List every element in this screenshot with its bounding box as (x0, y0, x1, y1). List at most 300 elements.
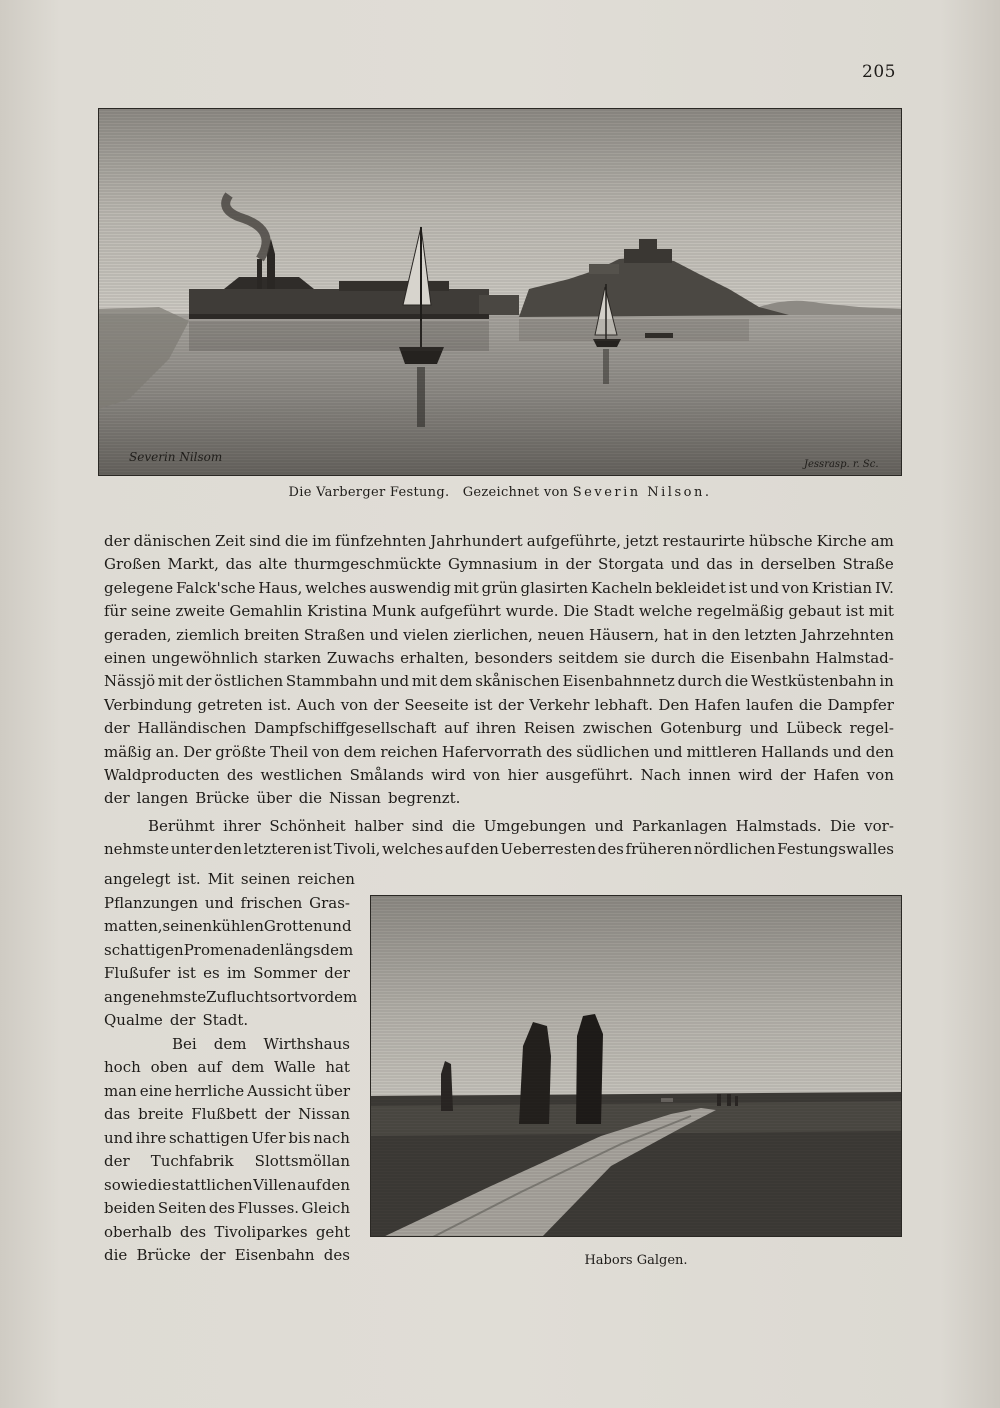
word: Gotenburg (660, 719, 742, 738)
word: fünfzehnten (335, 532, 427, 550)
word: besonders (474, 649, 553, 668)
word: Hafen (813, 766, 860, 785)
word: stattlichen (171, 1175, 253, 1194)
word: Gras- (309, 893, 350, 912)
word: Waldproducten (104, 766, 220, 785)
text-line (104, 577, 894, 600)
word: mäßig (104, 742, 152, 761)
word: Flußufer (104, 964, 171, 982)
word: Tivoliparkes (214, 1222, 308, 1241)
word: südlichen (576, 742, 650, 761)
varberg-fortress-engraving (98, 108, 902, 476)
word: erhalten, (400, 649, 469, 668)
word: Halländischen (137, 719, 247, 738)
word: breiten (244, 625, 300, 644)
word: alte (258, 555, 288, 574)
word: Pflanzungen (104, 893, 199, 912)
word: mit (868, 602, 894, 621)
caption-top (98, 485, 902, 500)
paragraph-2 (104, 815, 894, 862)
word: östlichen (214, 672, 284, 691)
word: und (322, 917, 352, 935)
text-line (104, 600, 894, 623)
gallows-stones-illustration (371, 896, 902, 1237)
caption-top-title: Die Varberger Festung. (288, 485, 450, 500)
word: von (473, 766, 501, 785)
text-line (104, 1127, 350, 1151)
narrow-column-text (104, 868, 358, 1268)
word: Bei (172, 1034, 197, 1053)
word: Gemahlin (229, 602, 303, 621)
word: Die (829, 817, 856, 835)
paragraph-1 (104, 530, 894, 811)
word: in (692, 625, 708, 644)
word: das (706, 555, 733, 574)
text-line (104, 1197, 350, 1221)
text-line (104, 1033, 350, 1057)
word: Auch (296, 695, 336, 714)
word: Tivoli, (333, 840, 381, 859)
text-line (104, 838, 894, 861)
word: der (498, 695, 524, 714)
fortress-illustration (99, 109, 902, 476)
word: und (204, 893, 234, 912)
word: zierlichen, (453, 625, 533, 644)
text-line (104, 815, 894, 838)
word: Villen (253, 1175, 297, 1194)
word: Nissan (329, 789, 381, 808)
word: nördlichen (693, 840, 776, 859)
word: Jahrzehnten (801, 625, 894, 644)
word: im (226, 964, 246, 982)
word: Westküstenbahn (750, 672, 877, 691)
word: dem (324, 987, 358, 1006)
text-line (104, 787, 894, 810)
word: wurde. (505, 602, 559, 621)
word: von (340, 695, 368, 714)
text-line (104, 530, 894, 553)
text-line (104, 1221, 350, 1245)
word: der (324, 964, 350, 982)
word: Den (658, 695, 689, 714)
word: regelmäßig (696, 602, 784, 621)
word: ihre (135, 1128, 167, 1147)
word: langen (136, 789, 189, 808)
word: thurmgeschmückte (293, 555, 442, 574)
word: hübsche (749, 532, 813, 550)
word: die (452, 817, 476, 835)
word: lebhaft. (594, 695, 654, 714)
word: den (711, 625, 741, 644)
word: Halmstad- (815, 649, 894, 668)
caption-bottom: Habors Galgen. (584, 1253, 688, 1268)
word: jetzt (625, 532, 659, 550)
word: mit (157, 672, 183, 691)
word: Großen (104, 555, 161, 574)
word: die (147, 1175, 172, 1194)
word: skånischen (475, 672, 560, 691)
word: Kristian (811, 578, 873, 597)
text-line (104, 1244, 350, 1268)
word: Kacheln (590, 578, 653, 597)
word: restaurirte (662, 532, 745, 550)
word: und (750, 578, 779, 597)
word: welches (305, 578, 367, 597)
word: seitdem (558, 649, 619, 668)
text-line (104, 670, 894, 693)
word: der (264, 1105, 291, 1123)
word: wird (738, 766, 773, 785)
word: größte (215, 742, 267, 761)
word: Häusern, (588, 625, 659, 644)
word: seinen (240, 870, 291, 888)
word: dem (343, 742, 377, 761)
word: breite (138, 1105, 184, 1123)
word: frischen (240, 893, 303, 912)
word: ungewöhnlich (151, 649, 259, 668)
text-line (104, 741, 894, 764)
word: Parkanlagen (632, 817, 728, 835)
word: auf (444, 840, 470, 859)
word: die (724, 672, 749, 691)
word: westlichen (260, 766, 343, 785)
word: ihrer (223, 817, 261, 835)
word: neuen (537, 625, 585, 644)
word: Dampfschiffgesellschaft (253, 719, 437, 738)
word: und (749, 719, 779, 738)
word: ist (845, 602, 865, 621)
word: Theil (270, 742, 309, 761)
word: Hallands (761, 742, 829, 761)
word: bis (288, 1128, 311, 1147)
word: den (470, 840, 499, 859)
engraver-signature-right: Jessrasp. r. Sc. (804, 459, 879, 470)
word: reichen (297, 870, 355, 888)
word: Schönheit (269, 817, 346, 835)
word: oben (150, 1058, 188, 1076)
word: auf (297, 1175, 322, 1194)
word: das (104, 1105, 131, 1123)
word: Gleich (301, 1199, 350, 1217)
text-line (104, 1009, 350, 1033)
word: und (104, 1128, 133, 1147)
word: schattigen (104, 940, 184, 959)
word: und (369, 625, 399, 644)
word: man (104, 1081, 137, 1100)
text-line (104, 1103, 350, 1127)
word: und (594, 817, 624, 835)
text-line (104, 868, 355, 892)
word: die (701, 649, 725, 668)
word: hat (663, 625, 689, 644)
word: der (104, 1152, 130, 1170)
word: in (739, 555, 754, 574)
word: dänischen (133, 532, 211, 550)
text-line (104, 962, 350, 986)
word: Storgata (597, 555, 664, 574)
word: auf (444, 719, 469, 738)
word: in (879, 672, 894, 691)
artist-signature-left: Severin Nilsom (129, 450, 223, 464)
word: Brücke (195, 789, 250, 808)
word: Eisenbahn (234, 1246, 315, 1264)
word: geraden, (104, 625, 172, 644)
word: durch (651, 649, 696, 668)
word: Zeit (214, 532, 246, 550)
word: über (256, 789, 292, 808)
text-line (104, 1056, 350, 1080)
word: Nässjö (104, 672, 156, 691)
word: dem (320, 940, 354, 959)
word: Qualme (104, 1011, 163, 1029)
text-line (104, 1150, 350, 1174)
word: der (199, 1246, 226, 1264)
word: des (323, 1246, 350, 1264)
word: die (104, 1246, 128, 1264)
text-line (104, 892, 350, 916)
word: nehmste (104, 840, 170, 859)
word: sie (624, 649, 646, 668)
word: den (213, 840, 242, 859)
text-line (104, 694, 894, 717)
word: bekleidet (655, 578, 726, 597)
word: Falck'sche (176, 578, 256, 597)
word: über (314, 1081, 350, 1100)
word: für (104, 602, 127, 621)
word: Seeseite (404, 695, 469, 714)
word: von (312, 742, 340, 761)
word: im (312, 532, 332, 550)
word: IV. (874, 578, 894, 597)
word: durch (677, 672, 723, 691)
word: Lübeck (786, 719, 842, 738)
word: des (226, 766, 254, 785)
word: Jahrhundert (430, 532, 523, 550)
word: gelegene (104, 578, 174, 597)
word: Zufluchtsort (206, 987, 300, 1006)
word: schattigen (168, 1128, 249, 1147)
word: Berühmt (148, 817, 215, 835)
word: innen (688, 766, 731, 785)
word: ist (474, 695, 493, 714)
word: der (185, 672, 212, 691)
word: Verbindung (104, 695, 193, 714)
word: Hafervorrath (441, 742, 542, 761)
word: Ueberresten (500, 840, 596, 859)
word: Mit (207, 870, 234, 888)
word: des (597, 840, 624, 859)
word: herrliche (174, 1081, 245, 1100)
word: derselben (760, 555, 836, 574)
habors-galgen-engraving (370, 895, 902, 1237)
word: den (865, 742, 894, 761)
text-line (104, 553, 894, 576)
word: der (565, 555, 592, 574)
word: ziemlich (176, 625, 240, 644)
word: mit (453, 578, 479, 597)
word: Munk (371, 602, 416, 621)
word: des (208, 1199, 235, 1217)
word: aufgeführt (420, 602, 501, 621)
word: und (832, 742, 862, 761)
word: Haus, (258, 578, 303, 597)
word: vor- (864, 817, 894, 835)
word: Dampfer (827, 695, 894, 714)
word: letzten (744, 625, 797, 644)
text-line (104, 624, 894, 647)
word: Markt, (167, 555, 219, 574)
word: ist (177, 964, 196, 982)
word: hoch (104, 1058, 141, 1076)
word: dem (231, 1058, 265, 1076)
word: zweite (175, 602, 225, 621)
text-line (104, 939, 354, 963)
word: ihren (475, 719, 517, 738)
word: Nach (640, 766, 681, 785)
word: grün (481, 578, 518, 597)
word: von (781, 578, 809, 597)
word: matten, (104, 917, 163, 935)
word: laufen (745, 695, 794, 714)
word: den (321, 1175, 350, 1194)
word: des (179, 1222, 207, 1241)
word: sowie (104, 1175, 148, 1194)
word: der (169, 1011, 196, 1029)
text-line (104, 1080, 350, 1104)
text-line (104, 647, 894, 670)
word: die (298, 789, 323, 808)
word: am (870, 532, 894, 550)
word: sind (249, 532, 281, 550)
word: Straßen (303, 625, 365, 644)
word: des (546, 742, 573, 761)
word: der (104, 719, 130, 738)
word: das (225, 555, 252, 574)
word: Promenaden (183, 940, 280, 959)
word: halber (354, 817, 404, 835)
text-line (104, 1174, 350, 1198)
word: Umgebungen (483, 817, 587, 835)
word: mit (411, 672, 437, 691)
text-line (104, 986, 358, 1010)
word: vor (299, 987, 325, 1006)
word: getreten (197, 695, 263, 714)
word: eine (139, 1081, 172, 1100)
word: Eisenbahn (730, 649, 810, 668)
word: starken (263, 649, 322, 668)
word: Eisenbahnnetz (562, 672, 675, 691)
word: gebaut (788, 602, 842, 621)
word: ist. (177, 870, 201, 888)
word: vielen (403, 625, 449, 644)
word: kühlen (212, 917, 264, 935)
word: Hafen (694, 695, 741, 714)
word: längs (279, 940, 321, 959)
word: mittleren (686, 742, 758, 761)
word: welches (382, 840, 444, 859)
word: ist (728, 578, 748, 597)
word: und (670, 555, 700, 574)
word: Slottsmöllan (254, 1152, 350, 1170)
text-line (104, 764, 894, 787)
text-line (104, 915, 350, 939)
word: der (373, 695, 399, 714)
word: Flußbett (191, 1105, 257, 1123)
word: einen (104, 649, 146, 668)
word: Flusses. (237, 1199, 300, 1217)
caption-top-artist: Severin Nilson. (572, 485, 712, 500)
word: Gymnasium (447, 555, 538, 574)
word: der (104, 532, 130, 550)
word: ist (313, 840, 333, 859)
word: geht (315, 1222, 350, 1241)
word: glasirten (520, 578, 589, 597)
word: Stammbahn (285, 672, 378, 691)
word: Ufer (251, 1128, 286, 1147)
word: Brücke (136, 1246, 191, 1264)
word: aufgeführte, (526, 532, 622, 550)
word: Der (183, 742, 212, 761)
word: angenehmste (104, 987, 207, 1006)
word: hier (507, 766, 539, 785)
word: Sommer (253, 964, 318, 982)
word: und (653, 742, 683, 761)
word: angelegt (104, 870, 171, 888)
word: Wirthshaus (263, 1034, 350, 1053)
word: die (284, 532, 309, 550)
word: Kristina (306, 602, 368, 621)
word: von (866, 766, 894, 785)
text-line (104, 717, 894, 740)
word: begrenzt. (387, 789, 461, 808)
word: ausgeführt. (545, 766, 634, 785)
word: Seiten (157, 1199, 207, 1217)
word: sind (411, 817, 444, 835)
word: seinen (162, 917, 213, 935)
word: die (798, 695, 823, 714)
word: wird (431, 766, 466, 785)
word: oberhalb (104, 1222, 172, 1241)
page-number: 205 (862, 62, 896, 82)
caption-top-drawn-by: Gezeichnet von (462, 485, 569, 500)
word: Festungswalles (777, 840, 894, 859)
word: Aussicht (247, 1081, 312, 1100)
word: Halmstads. (735, 817, 822, 835)
word: in (544, 555, 559, 574)
word: Nissan (298, 1105, 350, 1123)
word: Reisen (523, 719, 576, 738)
word: Stadt. (202, 1011, 249, 1029)
word: und (380, 672, 410, 691)
word: Stadt (593, 602, 635, 621)
word: regel- (849, 719, 894, 738)
word: dem (439, 672, 473, 691)
word: Smålands (349, 766, 424, 785)
word: hat (325, 1058, 350, 1076)
word: nach (313, 1128, 350, 1147)
word: es (203, 964, 220, 982)
word: letzteren (243, 840, 312, 859)
word: Straße (842, 555, 894, 574)
word: Tuchfabrik (150, 1152, 234, 1170)
word: Kirche (816, 532, 867, 550)
word: auf (197, 1058, 222, 1076)
word: ist. (268, 695, 292, 714)
word: zwischen (582, 719, 653, 738)
word: reichen (380, 742, 438, 761)
word: Zuwachs (326, 649, 395, 668)
word: beiden (104, 1199, 156, 1217)
